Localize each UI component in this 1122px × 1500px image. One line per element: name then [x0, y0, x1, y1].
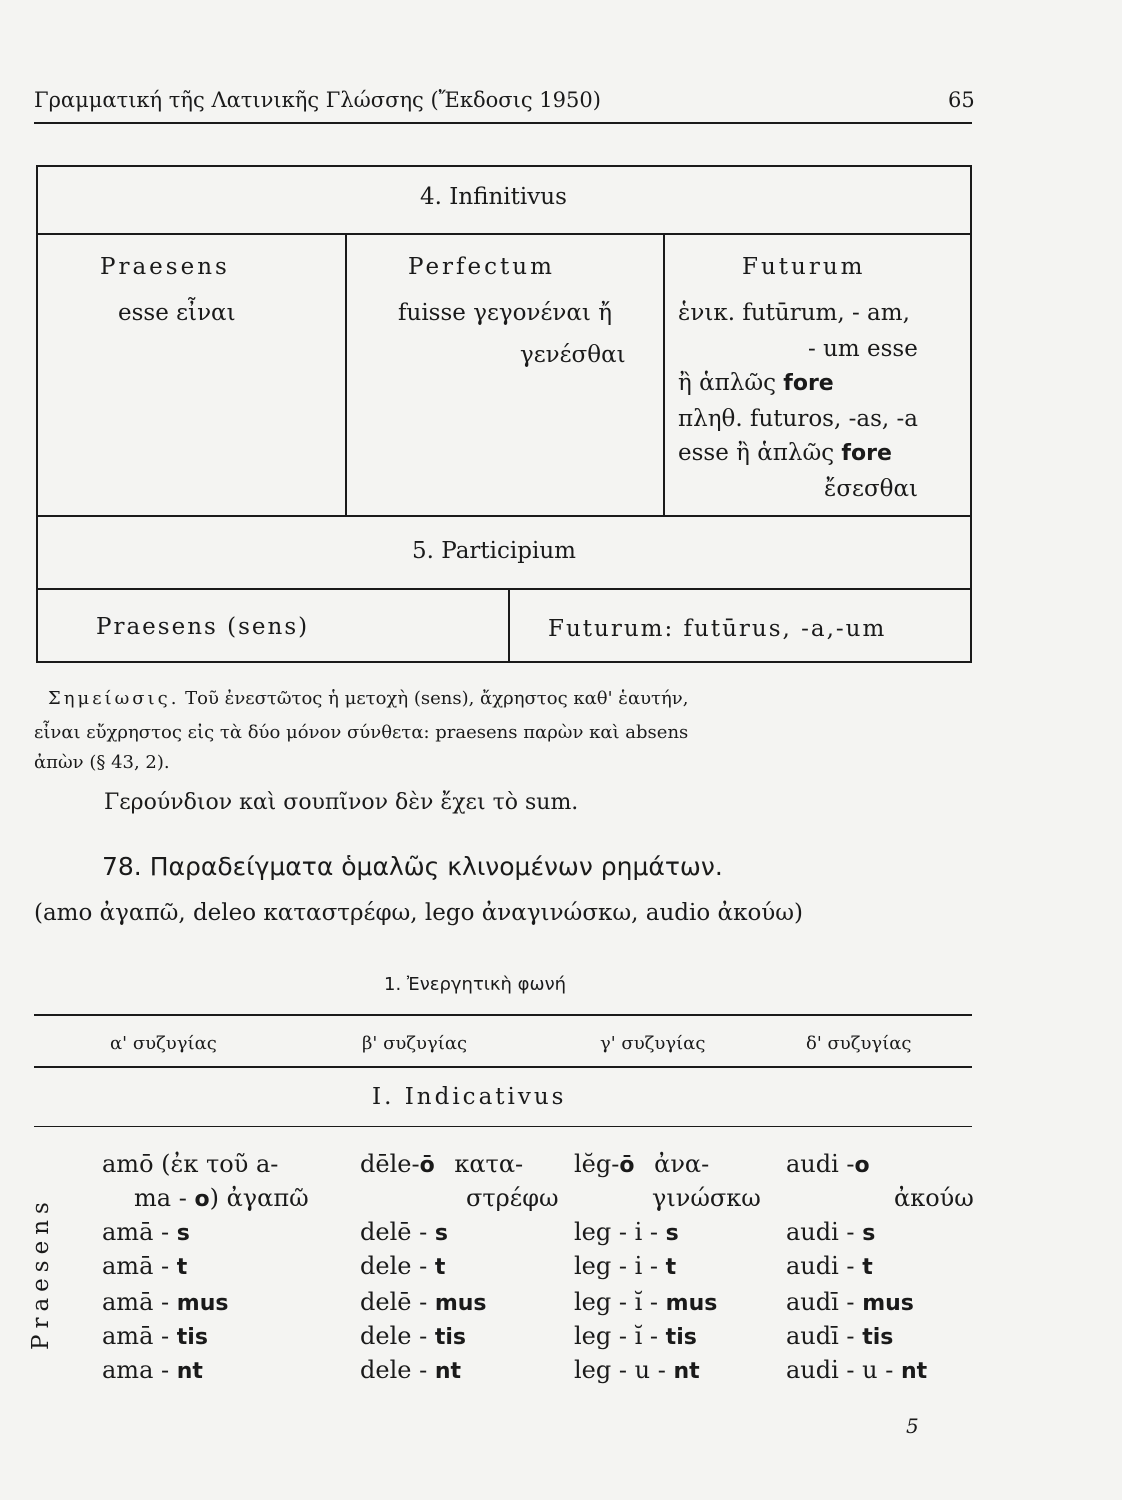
- futurum-fore-2: fore: [841, 441, 892, 466]
- conjugation-4-heading: δ' συζυγίας: [806, 1033, 912, 1054]
- row-2-col-4: [786, 1218, 875, 1246]
- page-number: 65: [948, 88, 975, 112]
- row-6-col-2: [360, 1356, 461, 1384]
- ending: mus: [862, 1291, 914, 1316]
- paradigm-row-1-col-2: [360, 1150, 523, 1178]
- deleo-stem: dēle-: [360, 1150, 420, 1178]
- perfectum-form-line-2: γενέσθαι: [520, 342, 626, 368]
- stem: audi - u -: [786, 1356, 894, 1384]
- futurum-line-6: ἔσεσθαι: [824, 476, 919, 502]
- note-line-3: ἀπὼν (§ 43, 2).: [34, 752, 170, 773]
- indicativus-heading: I. Indicativus: [372, 1084, 567, 1110]
- row-2-col-1: [102, 1218, 190, 1246]
- row-2-col-3: [574, 1218, 679, 1246]
- futurum-line-1: ἑνικ. futūrum, - am,: [678, 300, 910, 326]
- stem: audi -: [786, 1252, 855, 1280]
- amo-cont-stem: ma -: [134, 1184, 187, 1212]
- participium-praesens: Praesens (sens): [96, 614, 310, 640]
- row-5-col-4: [786, 1322, 893, 1350]
- row-6-col-3: [574, 1356, 700, 1384]
- ending: tis: [434, 1325, 466, 1350]
- lego-ending: ō: [619, 1153, 635, 1178]
- note-line-1: [48, 688, 688, 709]
- stem: leg - ĭ -: [574, 1322, 659, 1350]
- stem: amā -: [102, 1322, 170, 1350]
- audio-ending: o: [854, 1153, 870, 1178]
- futurum-heading: Futurum: [742, 254, 866, 280]
- row-6-col-4: [786, 1356, 927, 1384]
- row-6-col-1: [102, 1356, 203, 1384]
- participium-divider: [508, 588, 510, 662]
- active-voice-heading: 1. Ἐνεργητικὴ φωνή: [384, 974, 567, 995]
- ending: s: [862, 1221, 876, 1246]
- row-3-col-1: [102, 1252, 187, 1280]
- futurum-line-5-text: esse ἢ ἁπλῶς: [678, 440, 835, 466]
- stem: dele -: [360, 1356, 428, 1384]
- amo-cont-ending: o: [194, 1187, 210, 1212]
- ending: s: [176, 1221, 190, 1246]
- stem: dele -: [360, 1322, 428, 1350]
- table-top-rule: [36, 165, 972, 167]
- ending: nt: [176, 1359, 203, 1384]
- ending: t: [862, 1255, 873, 1280]
- row-5-col-2: [360, 1322, 466, 1350]
- participium-heading-rule: [36, 588, 972, 590]
- praesens-form: esse εἶναι: [118, 300, 236, 326]
- header-rule: [34, 122, 972, 124]
- audio-stem: audi -: [786, 1150, 855, 1178]
- ending: mus: [176, 1291, 229, 1316]
- ending: s: [665, 1221, 679, 1246]
- signature-number: 5: [906, 1414, 919, 1438]
- futurum-line-2: - um esse: [808, 336, 918, 362]
- indicativus-rule: [34, 1126, 972, 1127]
- amo-cont-gloss: ) ἀγαπῶ: [209, 1184, 309, 1212]
- conjugation-top-rule: [34, 1014, 972, 1016]
- row-3-col-4: [786, 1252, 873, 1280]
- ending: t: [665, 1255, 677, 1280]
- section-78-title: 78. Παραδείγματα ὁμαλῶς κλινομένων ρημάτων.: [102, 852, 723, 881]
- paradigm-row-1-col-1: amō (ἐκ τοῦ a-: [102, 1150, 279, 1178]
- paradigm-row-1-col-3: [574, 1150, 709, 1178]
- futurum-line-5: [678, 440, 892, 466]
- stem: leg - u -: [574, 1356, 666, 1384]
- participium-futurum: Futurum: futūrus, -a,-um: [548, 616, 887, 642]
- conjugation-2-heading: β' συζυγίας: [362, 1033, 468, 1054]
- audio-gloss: ἀκούω: [894, 1184, 974, 1212]
- row-4-col-2: [360, 1288, 487, 1316]
- column-divider-1: [345, 233, 347, 515]
- perfectum-form-line-1: fuisse γεγονέναι ἤ: [398, 300, 612, 326]
- participium-top-rule: [36, 515, 972, 517]
- futurum-line-3: [678, 370, 834, 396]
- ending: nt: [901, 1359, 928, 1384]
- stem: leg - ĭ -: [574, 1288, 659, 1316]
- futurum-line-4: πληθ. futuros, -as, -a: [678, 406, 918, 432]
- conjugation-3-heading: γ' συζυγίας: [600, 1033, 706, 1054]
- deleo-gloss-1: κατα-: [454, 1150, 524, 1178]
- ending: tis: [665, 1325, 697, 1350]
- ending: tis: [862, 1325, 894, 1350]
- stem: ama -: [102, 1356, 170, 1384]
- infinitivus-title: 4. Infinitivus: [420, 184, 567, 210]
- ending: nt: [434, 1359, 462, 1384]
- section-78-subtitle: (amo ἀγαπῶ, deleo καταστρέφω, lego ἀναγινώσκω, audio ἀκούω): [34, 900, 803, 926]
- stem: amā -: [102, 1218, 170, 1246]
- row-4-col-1: [102, 1288, 228, 1316]
- row-3-col-2: [360, 1252, 445, 1280]
- conjugation-1-heading: α' συζυγίας: [110, 1033, 217, 1054]
- stem: dele -: [360, 1252, 428, 1280]
- ending: s: [434, 1221, 448, 1246]
- row-4-col-4: [786, 1288, 914, 1316]
- row-2-col-2: [360, 1218, 448, 1246]
- row-5-col-1: [102, 1322, 208, 1350]
- table-bottom-rule: [36, 661, 972, 663]
- lego-gloss-2: γινώσκω: [652, 1184, 761, 1212]
- running-title: Γραμματική τῆς Λατινικῆς Γλώσσης (Ἔκδοσις 1950): [34, 88, 601, 112]
- side-label-praesens: Praesens: [28, 1196, 54, 1350]
- ending: t: [176, 1255, 188, 1280]
- stem: amā -: [102, 1288, 170, 1316]
- perfectum-heading: Perfectum: [408, 254, 555, 280]
- stem: delē -: [360, 1288, 428, 1316]
- ending: t: [434, 1255, 446, 1280]
- stem: audī -: [786, 1288, 855, 1316]
- row-5-col-3: [574, 1322, 697, 1350]
- ending: tis: [176, 1325, 208, 1350]
- infinitivus-heading-rule: [36, 233, 972, 235]
- futurum-line-3-text: ἢ ἁπλῶς: [678, 370, 776, 396]
- deleo-gloss-2: στρέφω: [466, 1184, 559, 1212]
- gerund-note: Γερούνδιον καὶ σουπῖνον δὲν ἔχει τὸ sum.: [104, 790, 579, 815]
- ending: mus: [434, 1291, 487, 1316]
- stem: audi -: [786, 1218, 855, 1246]
- paradigm-row-1-col-4: [786, 1150, 870, 1178]
- ending: nt: [673, 1359, 700, 1384]
- row-3-col-3: [574, 1252, 676, 1280]
- note-text-1: Τοῦ ἐνεστῶτος ἡ μετοχὴ (sens), ἄχρηστος καθ' ἑαυτήν,: [185, 688, 689, 709]
- ending: mus: [665, 1291, 718, 1316]
- note-label: Σημείωσις.: [48, 688, 180, 709]
- note-line-2: εἶναι εὔχρηστος εἰς τὰ δύο μόνον σύνθετα: praesens παρὼν καὶ absens: [34, 722, 689, 743]
- stem: leg - i -: [574, 1252, 659, 1280]
- deleo-ending: ō: [419, 1153, 435, 1178]
- conjugation-bottom-rule: [34, 1066, 972, 1068]
- participium-title: 5. Participium: [412, 538, 576, 564]
- lego-stem: lĕg-: [574, 1150, 620, 1178]
- paradigm-row-1b-col-1: [134, 1184, 309, 1212]
- praesens-heading: Praesens: [100, 254, 230, 280]
- lego-gloss-1: ἀνα-: [654, 1150, 710, 1178]
- row-4-col-3: [574, 1288, 717, 1316]
- stem: leg - i -: [574, 1218, 659, 1246]
- stem: amā -: [102, 1252, 170, 1280]
- stem: audī -: [786, 1322, 855, 1350]
- column-divider-2: [663, 233, 665, 515]
- stem: delē -: [360, 1218, 428, 1246]
- futurum-fore-1: fore: [783, 371, 834, 396]
